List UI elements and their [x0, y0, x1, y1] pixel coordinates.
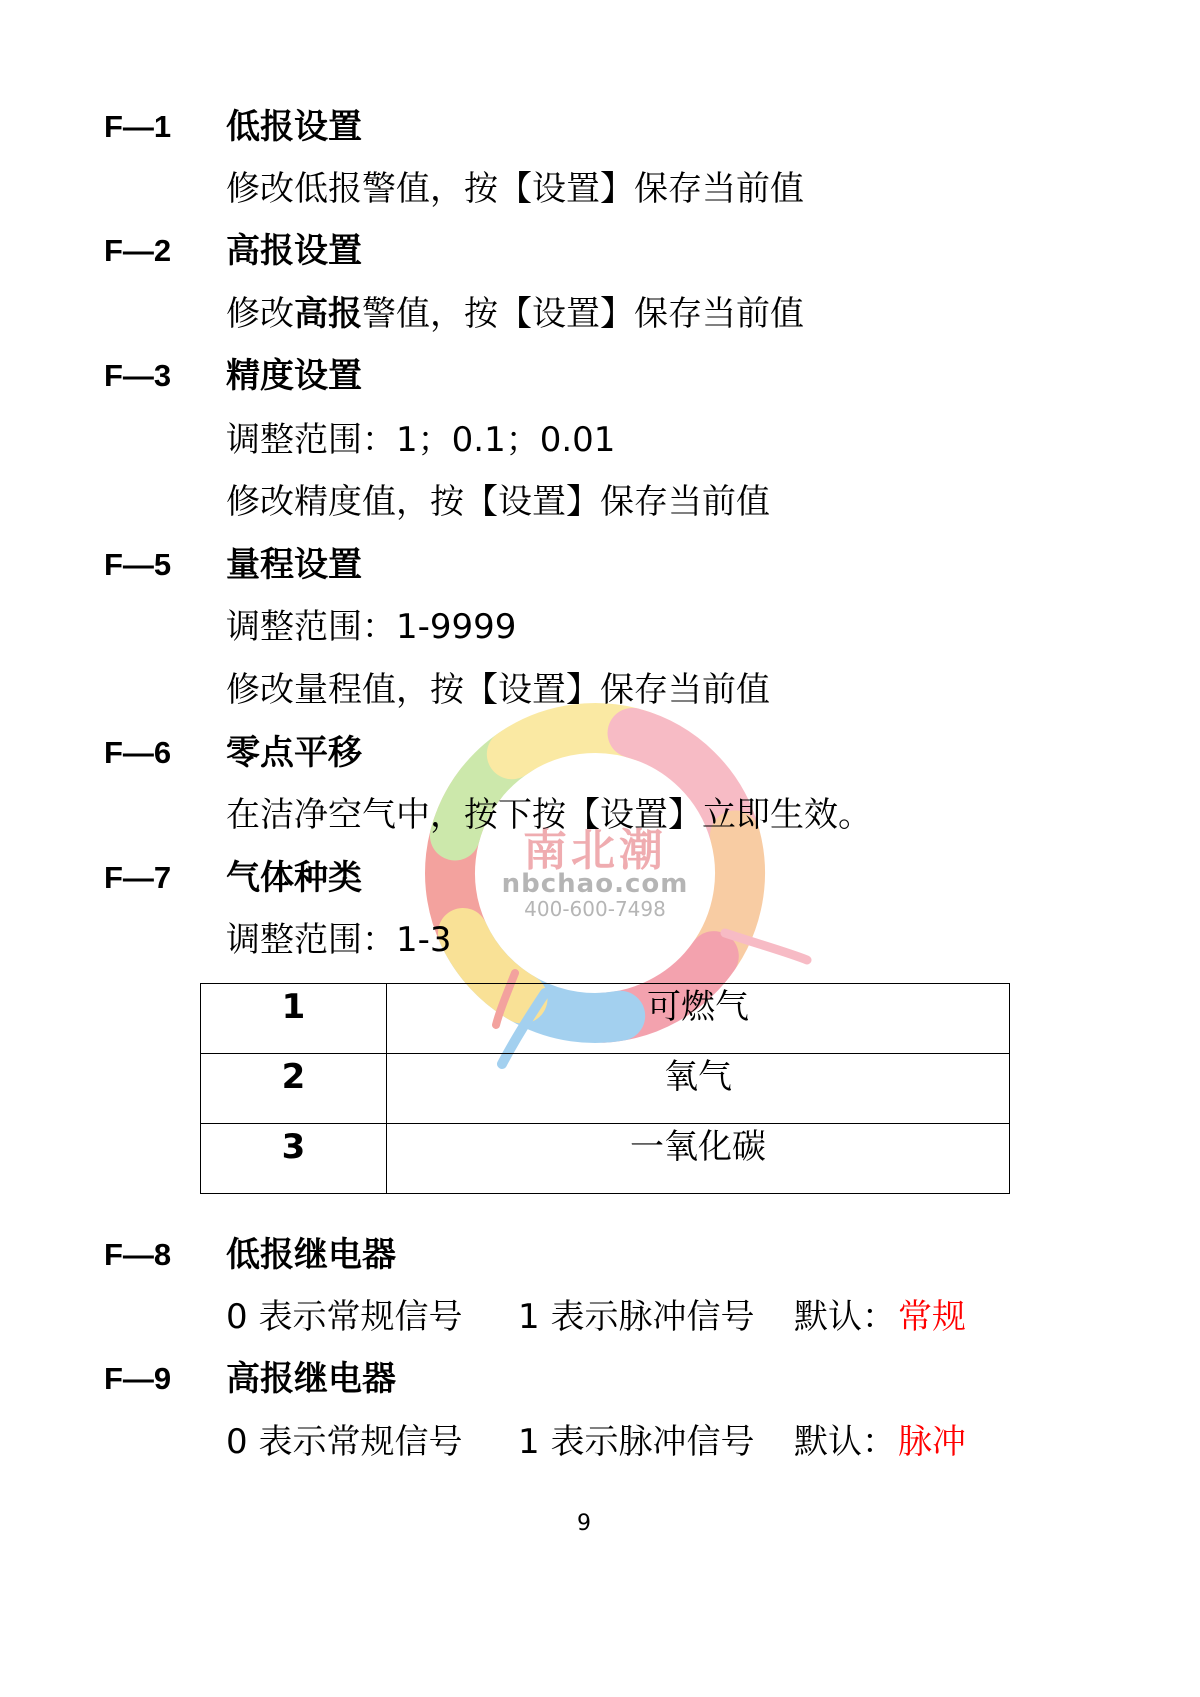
param-code-f3: F—3	[104, 358, 172, 393]
gas-value-cell: 3	[201, 1124, 387, 1194]
desc-bold-text: 高报	[294, 294, 362, 334]
default-label: 默认：	[794, 1297, 896, 1337]
param-desc-f5: 修改量程值，按【设置】保存当前值	[226, 670, 770, 710]
param-title-f6: 零点平移	[226, 733, 362, 773]
desc-text: 修改	[226, 294, 294, 334]
param-desc-f2	[226, 294, 804, 334]
param-title-f8: 低报继电器	[226, 1235, 396, 1275]
param-desc-f1: 修改低报警值，按【设置】保存当前值	[226, 169, 804, 209]
param-range-f5: 调整范围：1-9999	[226, 607, 517, 647]
param-code-f7: F—7	[104, 860, 172, 895]
default-value: 脉冲	[898, 1422, 966, 1462]
gas-type-table	[200, 983, 1010, 1194]
param-desc-f3: 修改精度值，按【设置】保存当前值	[226, 482, 770, 522]
param-range-f3: 调整范围：1；0.1；0.01	[226, 420, 616, 460]
default-value: 常规	[898, 1297, 966, 1337]
param-desc-f6: 在洁净空气中，按下按【设置】立即生效。	[226, 795, 872, 835]
table-row	[201, 1054, 1010, 1124]
param-range-f7: 调整范围：1-3	[226, 920, 452, 960]
param-code-f5: F—5	[104, 547, 172, 582]
param-title-f1: 低报设置	[226, 107, 362, 147]
desc-text: 警值，按【设置】保存当前值	[362, 294, 804, 334]
table-row	[201, 1124, 1010, 1194]
default-label: 默认：	[794, 1422, 896, 1462]
param-code-f1: F—1	[104, 109, 172, 144]
watermark-brand: 南北潮	[523, 825, 667, 876]
gas-value-cell: 1	[201, 984, 387, 1054]
param-title-f9: 高报继电器	[226, 1359, 396, 1399]
option-normal-signal: 0 表示常规信号	[226, 1297, 463, 1337]
gas-name-cell: 一氧化碳	[387, 1124, 1010, 1194]
watermark-phone: 400-600-7498	[524, 897, 666, 921]
option-pulse-signal: 1 表示脉冲信号	[518, 1297, 755, 1337]
gas-name-cell: 可燃气	[387, 984, 1010, 1054]
table-row	[201, 984, 1010, 1054]
watermark-site: nbchao.com	[501, 869, 689, 899]
param-title-f5: 量程设置	[226, 545, 362, 585]
gas-value-cell: 2	[201, 1054, 387, 1124]
option-pulse-signal: 1 表示脉冲信号	[518, 1422, 755, 1462]
page-number: 9	[577, 1511, 591, 1536]
param-title-f2: 高报设置	[226, 231, 362, 271]
param-title-f3: 精度设置	[226, 356, 362, 396]
param-title-f7: 气体种类	[226, 858, 362, 898]
option-normal-signal: 0 表示常规信号	[226, 1422, 463, 1462]
gas-name-cell: 氧气	[387, 1054, 1010, 1124]
param-code-f9: F—9	[104, 1361, 172, 1396]
param-code-f6: F—6	[104, 735, 172, 770]
param-code-f8: F—8	[104, 1237, 172, 1272]
param-code-f2: F—2	[104, 233, 172, 268]
